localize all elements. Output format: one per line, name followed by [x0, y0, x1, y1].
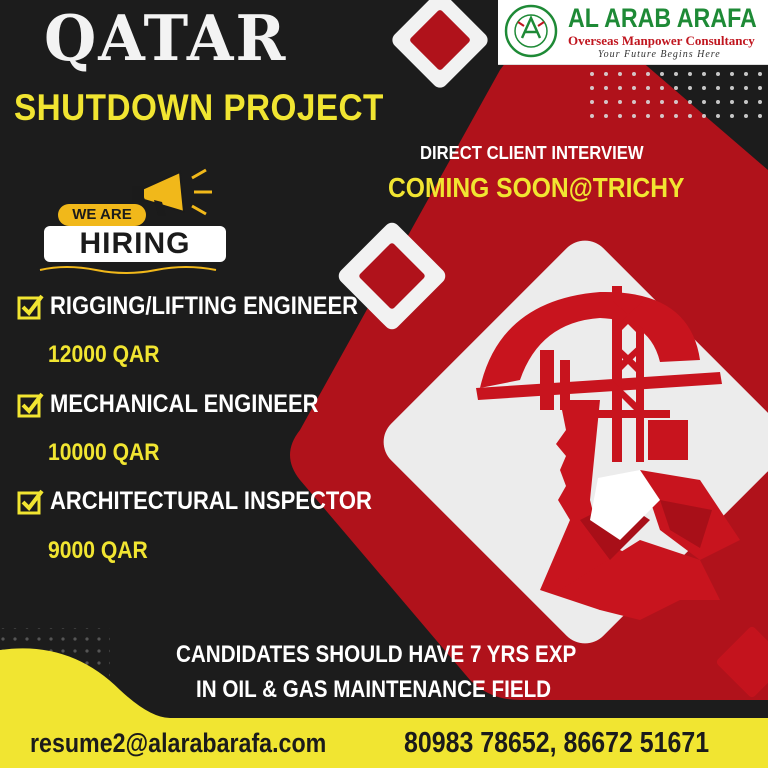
company-tagline: Overseas Manpower Consultancy	[568, 33, 755, 48]
company-logo	[498, 0, 768, 65]
contact-email[interactable]: resume2@alarabarafa.com	[30, 728, 327, 758]
job-salary: 10000 QAR	[48, 439, 160, 466]
requirement-line-2: IN OIL & GAS MAINTENANCE FIELD	[196, 676, 552, 703]
company-slogan: Your Future Begins Here	[598, 49, 721, 60]
contact-footer	[0, 718, 768, 768]
job-item-3	[16, 486, 416, 516]
job-item-1	[16, 291, 400, 321]
checkbox-checked-icon	[16, 390, 44, 418]
hiring-badge	[36, 160, 236, 280]
interview-location: COMING SOON@TRICHY	[388, 172, 685, 203]
job-item-2	[16, 389, 355, 419]
job-salary: 12000 QAR	[48, 341, 160, 368]
job-title: RIGGING/LIFTING ENGINEER	[50, 292, 359, 320]
checkbox-checked-icon	[16, 292, 44, 320]
requirement-line-1: CANDIDATES SHOULD HAVE 7 YRS EXP	[176, 641, 577, 668]
checkbox-checked-icon	[16, 487, 44, 515]
interview-heading: DIRECT CLIENT INTERVIEW	[420, 142, 644, 163]
we-are-label: WE ARE	[58, 204, 146, 226]
globe-emblem-icon	[504, 4, 558, 58]
project-subtitle: SHUTDOWN PROJECT	[14, 87, 384, 128]
job-salary: 9000 QAR	[48, 537, 148, 564]
job-title: ARCHITECTURAL INSPECTOR	[50, 487, 372, 515]
job-title: MECHANICAL ENGINEER	[50, 390, 319, 418]
contact-phones[interactable]: 80983 78652, 86672 51671	[404, 727, 710, 759]
page-title: QATAR	[44, 2, 288, 76]
company-name: AL ARAB ARAFA	[568, 3, 757, 33]
hiring-label: HIRING	[44, 226, 226, 262]
badge-underline	[36, 262, 236, 278]
